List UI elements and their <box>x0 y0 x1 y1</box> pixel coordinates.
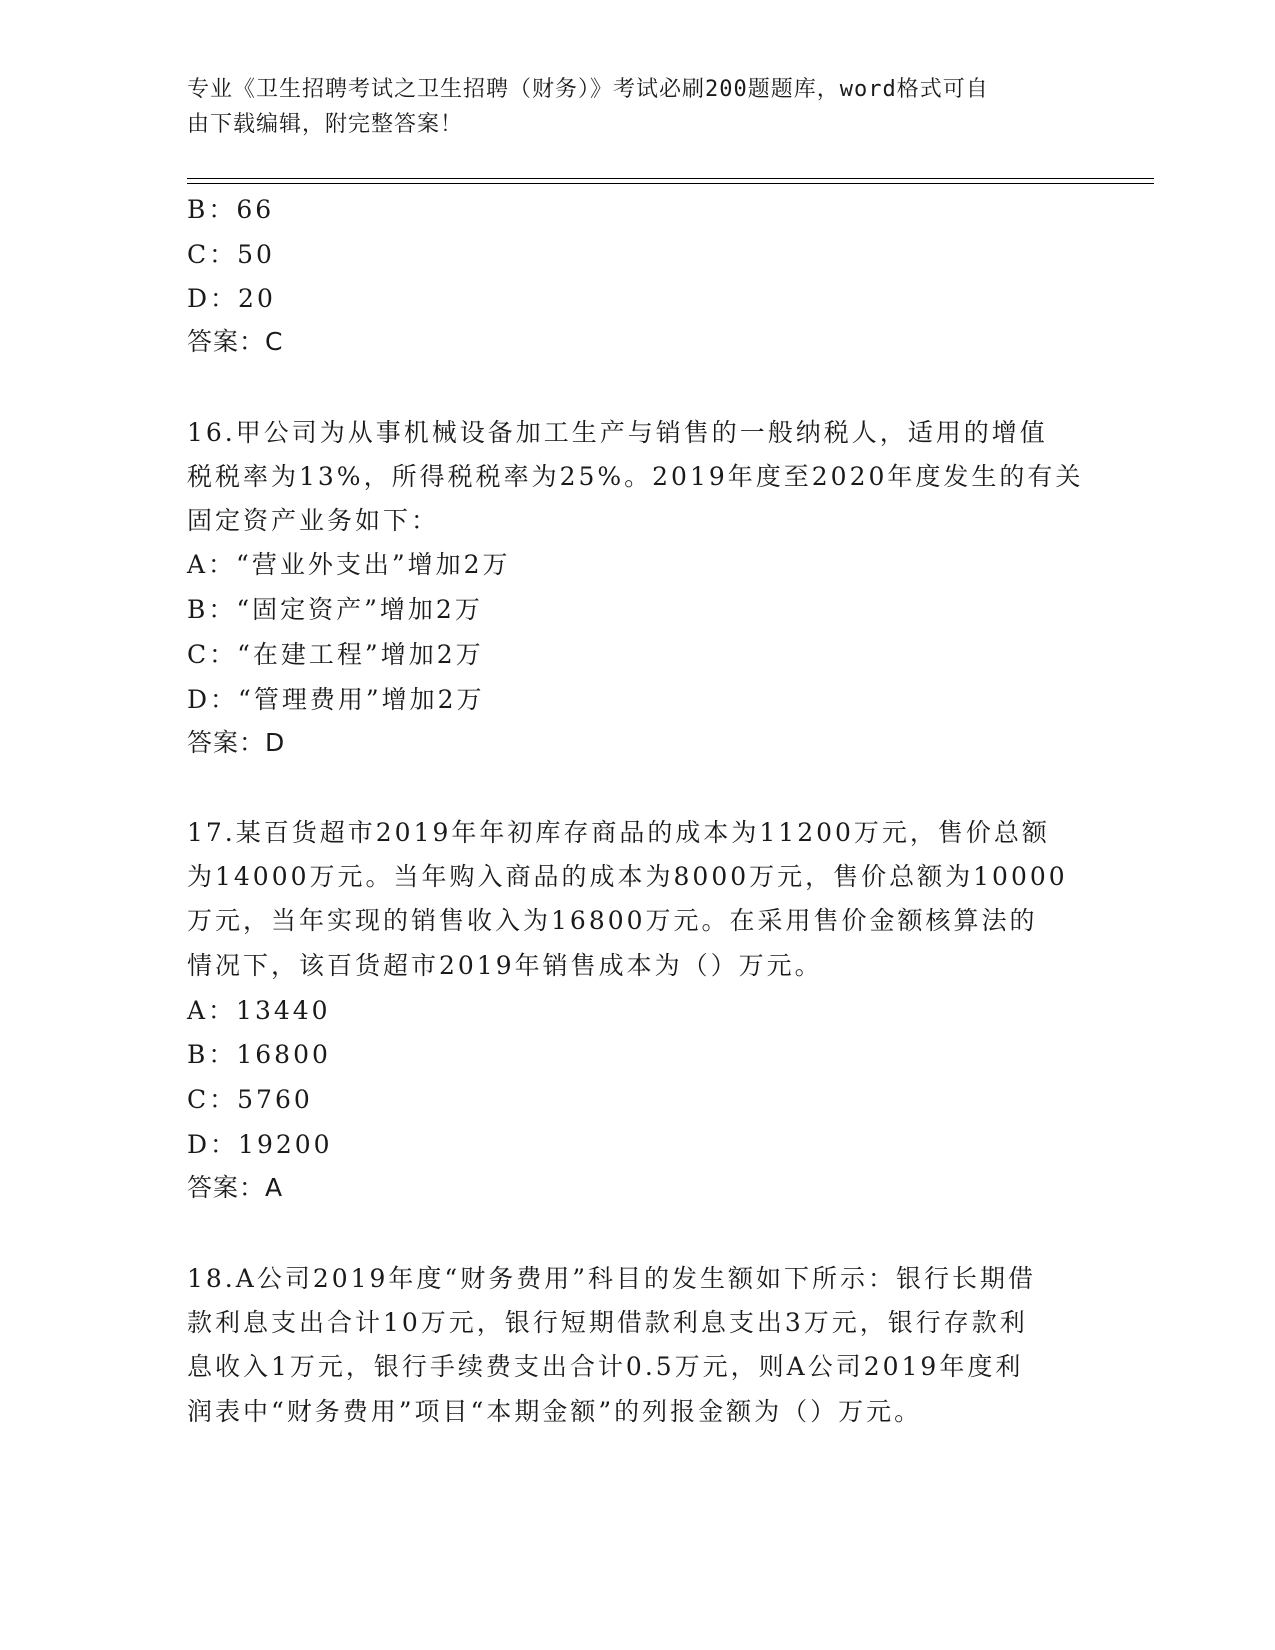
question-16-line-1: 16.甲公司为从事机械设备加工生产与销售的一般纳税人，适用的增值 <box>187 418 1048 447</box>
question-16-option-c: C：“在建工程”增加2万 <box>187 640 484 669</box>
question-17-option-d: D：19200 <box>187 1130 333 1159</box>
question-16-answer: 答案：D <box>187 728 286 757</box>
header-line-1: 专业《卫生招聘考试之卫生招聘（财务）》考试必刷200题题库，word格式可自 <box>187 77 989 102</box>
document-header <box>187 72 1067 142</box>
question-17-line-2: 为14000万元。当年购入商品的成本为8000万元，售价总额为10000 <box>187 862 1068 891</box>
question-17-line-4: 情况下，该百货超市2019年销售成本为（）万元。 <box>187 951 823 980</box>
question-18-line-1: 18.A公司2019年度“财务费用”科目的发生额如下所示：银行长期借 <box>187 1264 1036 1293</box>
question-16-line-3: 固定资产业务如下： <box>187 506 440 535</box>
answer: 答案：C <box>187 327 284 356</box>
question-18-line-2: 款利息支出合计10万元，银行短期借款利息支出3万元，银行存款利 <box>187 1308 1028 1337</box>
option-d: D：20 <box>187 284 276 313</box>
question-17-option-b: B：16800 <box>187 1040 331 1069</box>
question-17-line-1: 17.某百货超市2019年年初库存商品的成本为11200万元，售价总额 <box>187 818 1050 847</box>
header-rule-bottom <box>187 183 1154 184</box>
question-17-option-c: C：5760 <box>187 1085 313 1114</box>
question-17-option-a: A：13440 <box>187 996 331 1025</box>
question-17-line-3: 万元，当年实现的销售收入为16800万元。在采用售价金额核算法的 <box>187 906 1038 935</box>
question-16-option-b: B：“固定资产”增加2万 <box>187 595 483 624</box>
header-rule-top <box>187 178 1154 179</box>
question-18-line-4: 润表中“财务费用”项目“本期金额”的列报金额为（）万元。 <box>187 1397 923 1426</box>
option-b: B：66 <box>187 195 275 224</box>
question-18-line-3: 息收入1万元，银行手续费支出合计0.5万元，则A公司2019年度利 <box>187 1352 1024 1381</box>
question-16-line-2: 税税率为13%，所得税税率为25%。2019年度至2020年度发生的有关 <box>187 462 1084 491</box>
option-c: C：50 <box>187 240 275 269</box>
question-17-answer: 答案：A <box>187 1173 284 1202</box>
question-16-option-d: D：“管理费用”增加2万 <box>187 685 485 714</box>
question-16-option-a: A：“营业外支出”增加2万 <box>187 550 511 579</box>
header-line-2: 由下载编辑，附完整答案！ <box>187 112 464 137</box>
